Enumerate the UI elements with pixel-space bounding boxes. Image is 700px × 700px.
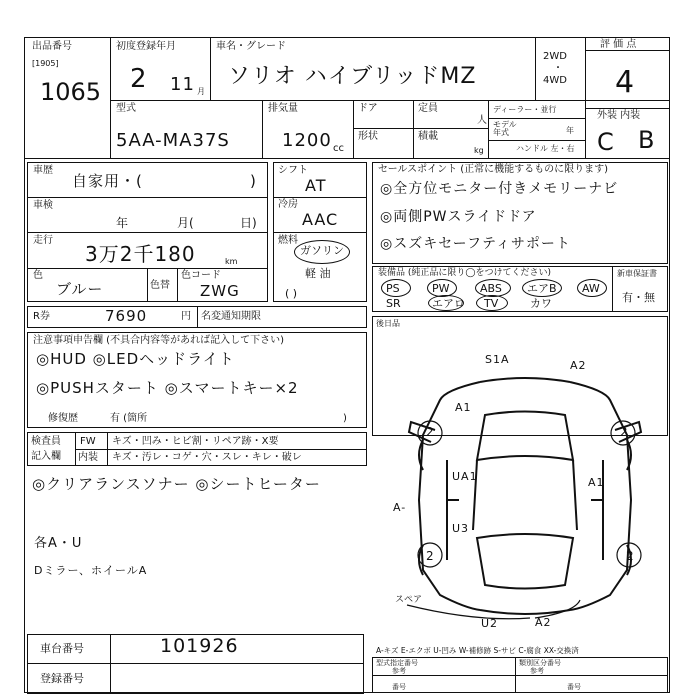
equip-tv: TV <box>484 297 499 310</box>
code-label-left: 番号 <box>392 683 406 691</box>
legend-text: A-キズ E-エクボ U-凹み W-補修跡 S-サビ C-腐食 XX-交換済 <box>376 646 579 655</box>
mark-a1-front: A1 <box>455 401 472 414</box>
mark-a2-rear: A2 <box>535 616 552 629</box>
ac-label: 冷房 <box>278 199 298 210</box>
equip-sr: SR <box>386 297 401 310</box>
first-reg-month-unit: 月 <box>197 87 205 96</box>
notes-label: 注意事項申告欄 (不具合内容等があれば記入して下さい) <box>33 335 284 346</box>
history-close: ) <box>250 172 257 190</box>
door-label: ドア <box>358 103 378 114</box>
model-year-label: モデル 年式 <box>493 120 517 138</box>
color-code-label: 色コード <box>181 270 221 281</box>
notes-line-1: ◎HUD ◎LEDヘッドライト <box>36 350 235 368</box>
inspector-label-1: 検査員 <box>31 436 61 447</box>
category-label: 類別区分番号 <box>519 659 561 667</box>
sales-points-label: セールスポイント (正常に機能するものに限ります) <box>378 164 609 175</box>
equip-airbag-circle <box>522 279 562 297</box>
lot-sub: [1905] <box>32 59 59 68</box>
equip-ps-circle <box>381 279 411 297</box>
history-label: 車歴 <box>33 165 53 176</box>
mileage-label: 走行 <box>33 235 53 246</box>
category-ref: 参考 <box>530 667 544 675</box>
load-label: 積載 <box>418 131 438 142</box>
handle-label: ハンドル 左・右 <box>516 144 575 153</box>
fuel-label: 燃料 <box>278 235 298 246</box>
color-label: 色 <box>33 270 43 281</box>
equip-aero: エアロ <box>432 297 465 310</box>
repaint-label: 色替 <box>150 280 170 291</box>
inspector-int-label: 内装 <box>78 452 98 463</box>
mark-a2-front: A2 <box>570 359 587 372</box>
equip-airbag: エアB <box>527 282 557 295</box>
mark-wheel-rl: 2 <box>426 549 435 563</box>
first-reg-month: 11 <box>170 74 195 95</box>
drive-4wd: 4WD <box>543 75 567 86</box>
color-code-value: ZWG <box>200 282 240 300</box>
inspector-label-2: 記入欄 <box>31 451 61 462</box>
dealer-label: ディーラー・並行 <box>493 105 557 114</box>
mileage-value: 3万2千180 <box>85 242 196 266</box>
fuel-gasoline-circle <box>294 240 350 264</box>
sales-point-3: ◎スズキセーフティサポート <box>380 236 571 252</box>
model-value: ソリオ ハイブリッドMZ <box>228 64 477 89</box>
inspection-label: 車検 <box>33 200 53 211</box>
repair-label: 修復歴 <box>48 413 78 424</box>
model-label: 車名・グレード <box>216 41 286 52</box>
repair-close: ) <box>343 413 347 424</box>
equip-leather: カワ <box>530 297 552 310</box>
inspector-fw-label: FW <box>80 436 96 447</box>
inspection-month: 月( <box>177 216 194 230</box>
lot-number: 1065 <box>40 78 102 106</box>
chassis-label: 車台番号 <box>40 642 84 655</box>
ac-value: AAC <box>302 210 339 229</box>
color-value: ブルー <box>56 280 104 298</box>
fuel-light-oil: 軽 油 <box>305 267 331 280</box>
mark-a-left: A- <box>393 501 407 514</box>
remarks-line-1: ◎クリアランスソナー ◎シートヒーター <box>32 475 321 493</box>
shape-label: 形状 <box>358 131 378 142</box>
lot-label: 出品番号 <box>32 41 72 52</box>
cc-value: 1200 <box>282 130 332 151</box>
inspector-int-items: キズ・汚レ・コゲ・穴・スレ・キレ・破レ <box>112 452 302 463</box>
inspection-day: 日) <box>240 216 257 230</box>
registration-label: 登録番号 <box>40 672 84 685</box>
designation-ref: 参考 <box>392 667 406 675</box>
equipment-label: 装備品 (純正品に限り◯をつけてください) <box>378 268 551 278</box>
type-label: 型式 <box>116 103 136 114</box>
recycle-label: R券 <box>33 311 50 322</box>
drive-2wd: 2WD <box>543 51 567 62</box>
capacity-label: 定員 <box>418 103 438 114</box>
int-grade: B <box>638 126 656 154</box>
equip-pw: PW <box>432 282 450 295</box>
load-unit: kg <box>474 146 484 155</box>
equip-ps: PS <box>386 282 400 295</box>
fuel-paren: ( ) <box>285 287 298 300</box>
designation-label: 型式指定番号 <box>376 659 418 667</box>
capacity-unit: 人 <box>477 115 487 126</box>
repair-value: 有 (箇所 <box>110 413 148 424</box>
car-diagram <box>385 360 665 630</box>
equip-aero-circle <box>428 295 464 311</box>
cc-label: 排気量 <box>268 103 298 114</box>
shift-label: シフト <box>278 165 308 176</box>
after-fit-label: 後日品 <box>376 319 400 328</box>
year-unit: 年 <box>566 126 574 135</box>
first-reg-year: 2 <box>130 64 148 94</box>
history-value: 自家用・( <box>72 172 143 190</box>
score-label: 評 価 点 <box>600 39 637 50</box>
mark-u2: U2 <box>481 617 499 630</box>
mark-ua1: UA1 <box>452 470 478 483</box>
notice-label: 名変通知期限 <box>201 311 261 322</box>
equip-tv-circle <box>476 295 508 311</box>
recycle-value: 7690 <box>105 307 148 325</box>
type-value: 5AA-MA37S <box>116 130 230 151</box>
chassis-value: 101926 <box>160 635 239 657</box>
mark-u3: U3 <box>452 522 470 535</box>
remarks-line-3: Dミラー、ホイールA <box>34 564 148 577</box>
equip-aw: AW <box>582 282 600 295</box>
first-reg-label: 初度登録年月 <box>116 41 176 52</box>
ext-grade: C <box>597 128 615 156</box>
mark-a1-right: A1 <box>588 476 605 489</box>
spare-label: スペア <box>395 595 423 605</box>
sales-point-2: ◎両側PWスライドドア <box>380 209 537 225</box>
ext-int-label: 外装 内装 <box>597 110 641 121</box>
drive-dot: ・ <box>553 63 563 74</box>
notes-line-2: ◎PUSHスタート ◎スマートキー×2 <box>36 379 299 397</box>
warranty-label: 新車保証書 <box>617 269 657 278</box>
equip-abs: ABS <box>480 282 502 295</box>
sales-point-1: ◎全方位モニター付きメモリーナビ <box>380 181 619 197</box>
fuel-gasoline: ガソリン <box>300 244 344 257</box>
shift-value: AT <box>305 176 327 195</box>
remarks-line-2: 各A・U <box>34 536 83 551</box>
inspection-year: 年 <box>116 216 129 230</box>
inspector-fw-items: キズ・凹み・ヒビ割・リペア跡・X要 <box>112 436 279 447</box>
mileage-unit: km <box>225 257 238 266</box>
mark-wheel-fl: 2 <box>426 425 435 439</box>
mark-wheel-fr: 2 <box>620 425 629 439</box>
recycle-unit: 円 <box>181 311 191 322</box>
score-value: 4 <box>615 65 636 100</box>
mark-wheel-rr: 2 <box>626 549 635 563</box>
cc-unit: cc <box>333 143 344 154</box>
equip-aw-circle <box>577 279 607 297</box>
warranty-value: 有・無 <box>622 291 655 304</box>
code-label-right: 番号 <box>567 683 581 691</box>
mark-s1a: S1A <box>485 353 510 366</box>
